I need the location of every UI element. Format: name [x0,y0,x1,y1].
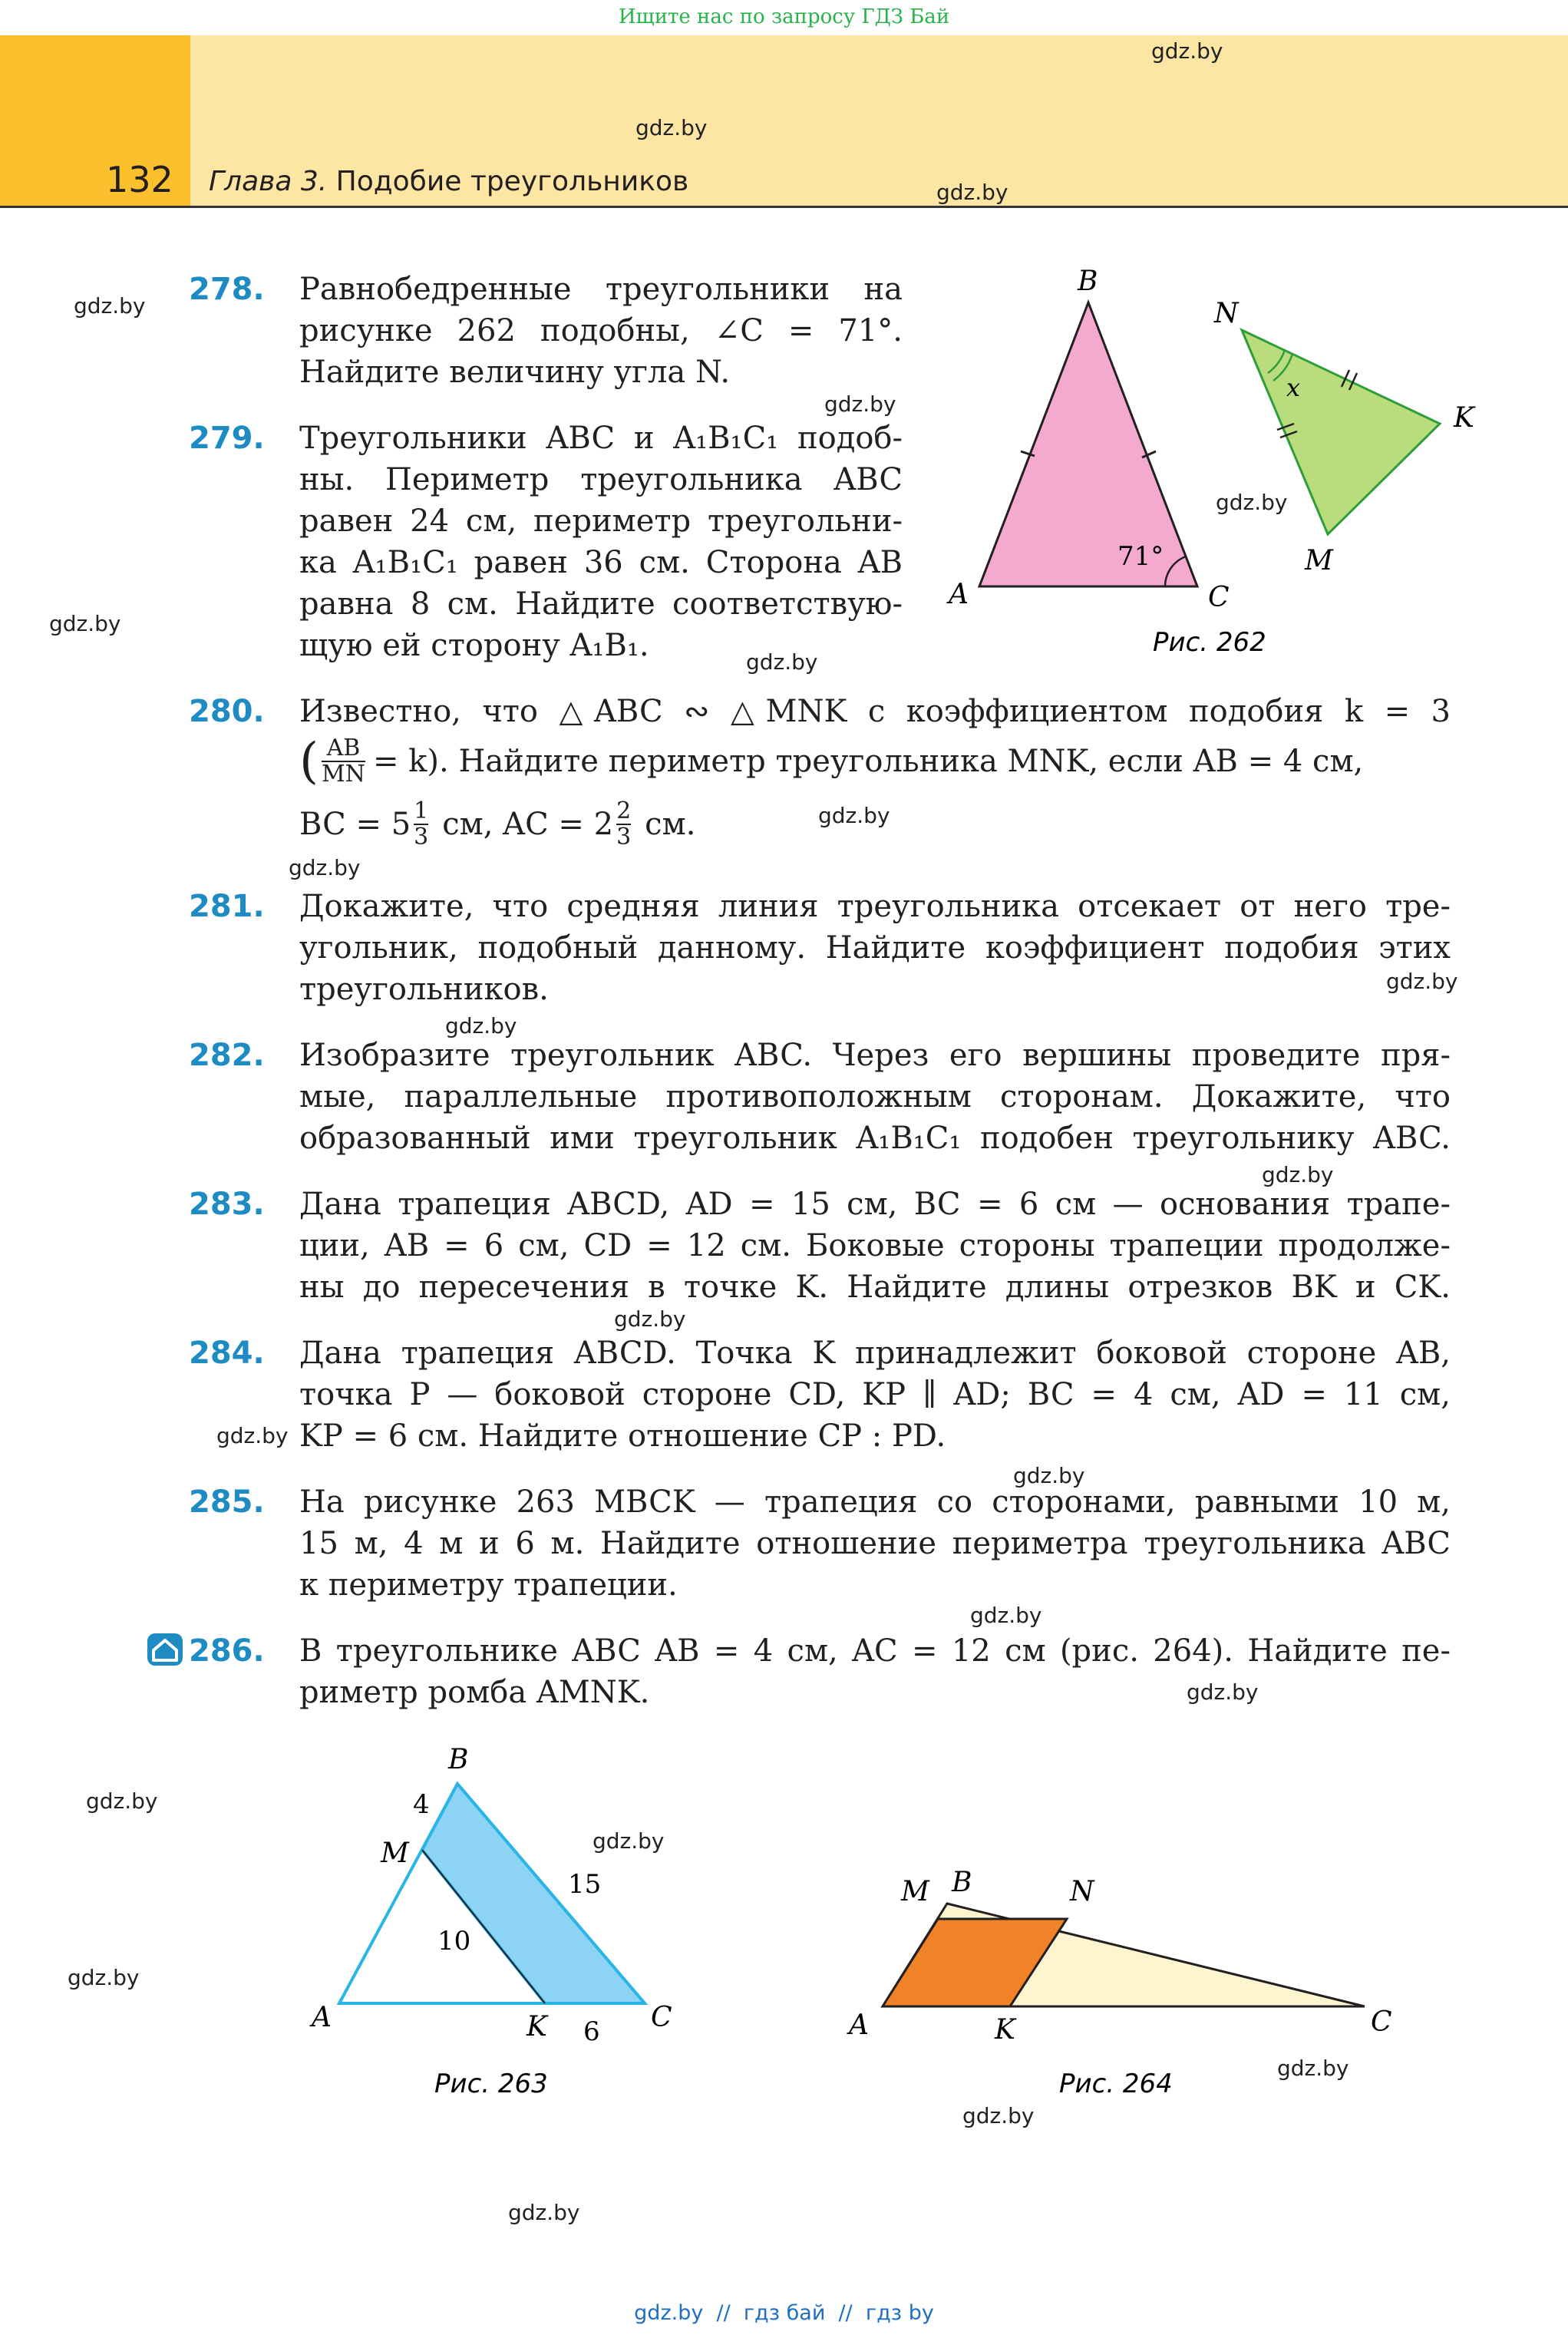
vertex-label-m: M [901,1876,929,1907]
side-label: 6 [583,2016,600,2047]
watermark: gdz.by [216,1423,289,1448]
watermark: gdz.by [1013,1463,1085,1488]
problem-line: треугольников. [299,972,549,1007]
watermark: gdz.by [1386,969,1458,994]
paren: ( [299,733,319,790]
watermark: gdz.by [1187,1679,1259,1705]
problem-number: 278. [189,272,265,307]
watermark: gdz.by [1216,490,1288,515]
vertex-label-b: B [952,1867,972,1898]
vertex-label-m: M [381,1838,409,1869]
figure-263 [292,1735,721,2103]
problem-line: образованный ими треугольник A₁B₁C₁ подобен треугольнику ABC. [299,1121,1451,1156]
watermark: gdz.by [746,649,818,675]
side-label: 15 [568,1869,602,1900]
problem-278 [299,269,903,393]
problem-line: щую ей сторону A₁B₁. [299,628,649,663]
problem-number: 284. [189,1336,265,1371]
problem-line-mixed [299,791,1451,858]
watermark: gdz.by [614,1306,686,1332]
watermark: gdz.by [445,1013,517,1039]
figure-caption: Рис. 262 [1153,627,1266,658]
problem-286 [299,1630,1451,1713]
triangle-mnk [1242,330,1440,534]
angle-label: 71° [1117,541,1164,572]
problem-number: 279. [189,421,265,456]
problem-283 [299,1184,1451,1308]
problem-text: см, AC = 2 [442,807,614,842]
triangle-abc [979,302,1197,586]
problem-line: к периметру трапеции. [299,1567,678,1603]
problem-line: равна 8 см. Найдите соответствую- [299,586,903,622]
watermark: gdz.by [818,803,890,828]
problem-line: рисунке 262 подобны, ∠C = 71°. [299,313,903,348]
problem-line: = k). Найдите периметр треугольника MNK, если AB = 4 см, [372,744,1364,779]
problem-line: Известно, что △ABC ∾ △MNK с коэффициентом подобия k = 3 [299,694,1451,729]
problem-280 [299,691,1451,858]
watermark: gdz.by [962,2103,1035,2128]
home-icon [146,1632,184,1667]
problem-line: Дана трапеция ABCD, AD = 15 см, BC = 6 см — основания трапе- [299,1187,1451,1222]
vertex-label-c: C [1208,582,1230,613]
problem-281 [299,886,1451,1010]
fraction-den: MN [321,761,365,788]
vertex-label-n: N [1214,298,1239,329]
figure-caption: Рис. 264 [1059,2069,1173,2099]
fraction [322,736,365,787]
angle-label-x: x [1286,373,1301,402]
problem-line: На рисунке 263 MBCK — трапеция со сторонами, равными 10 м, [299,1484,1451,1520]
figure-264 [837,1819,1420,2111]
fraction-den: 3 [616,824,632,850]
problem-line: Изобразите треугольник ABC. Через его вершины проведите пря- [299,1038,1451,1073]
vertex-label-b: B [448,1744,469,1775]
problem-line: Треугольники ABC и A₁B₁C₁ подоб- [299,421,903,456]
problem-line: риметр ромба AMNK. [299,1675,650,1710]
problem-285 [299,1481,1451,1606]
watermark: gdz.by [289,855,361,880]
watermark: gdz.by [508,2200,580,2225]
vertex-label-k: K [527,2011,547,2042]
side-label: 10 [437,1926,471,1957]
figure-caption: Рис. 263 [434,2069,548,2099]
fraction [414,799,428,850]
watermark: gdz.by [1262,1162,1334,1187]
vertex-label-k: K [1454,402,1474,434]
chapter-prefix: Глава 3. [209,166,328,197]
fraction [616,799,631,850]
problem-line: Равнобедренные треугольники на [299,272,903,307]
header-rule [0,206,1568,208]
vertex-label-n: N [1070,1876,1094,1907]
fraction-num: 1 [414,797,429,824]
watermark: gdz.by [824,391,896,417]
chapter-title: Подобие треугольников [335,166,689,197]
problem-line: ка A₁B₁C₁ равен 36 см. Сторона AB [299,545,903,580]
fraction-den: 3 [414,824,429,850]
problem-number: 285. [189,1484,265,1520]
watermark: gdz.by [593,1828,665,1854]
watermark: gdz.by [86,1788,158,1814]
problem-line: угольник, подобный данному. Найдите коэффициент подобия этих [299,930,1451,966]
watermark: gdz.by [74,293,146,319]
problem-number: 280. [189,694,265,729]
watermark: gdz.by [936,180,1008,205]
problem-line: Дана трапеция ABCD. Точка K принадлежит боковой стороне AB, [299,1336,1451,1371]
problem-line: равен 24 см, периметр треугольни- [299,504,903,539]
problem-line: точка P — боковой стороне CD, KP ∥ AD; BC = 4 см, AD = 11 см, [299,1377,1451,1412]
problem-284 [299,1332,1451,1457]
problem-line: В треугольнике ABC AB = 4 см, AC = 12 см (рис. 264). Найдите пе- [299,1633,1451,1669]
watermark: gdz.by [1277,2056,1349,2081]
footer-links[interactable]: gdz.by // гдз бай // гдз by [634,2301,934,2325]
fraction-num: AB [326,735,361,761]
problem-number: 281. [189,889,265,924]
problem-text: см. [645,807,696,842]
problem-line: мые, параллельные противоположным сторонам. Докажите, что [299,1079,1451,1115]
vertex-label-a: A [949,579,969,610]
problem-line: ции, AB = 6 см, CD = 12 см. Боковые стороны трапеции продолже- [299,1228,1451,1263]
page-number: 132 [106,159,173,200]
vertex-label-c: C [1371,2006,1392,2038]
problem-279 [299,418,903,666]
fraction-num: 2 [616,797,632,824]
watermark: gdz.by [1151,38,1223,64]
figure-262 [921,253,1504,668]
problem-text: BC = 5 [299,807,411,842]
problem-number: 282. [189,1038,265,1073]
vertex-label-m: M [1305,545,1333,576]
problem-line: ны до пересечения в точке K. Найдите длины отрезков BK и CK. [299,1270,1451,1305]
top-banner[interactable]: Ищите нас по запросу ГДЗ Бай [618,5,950,28]
vertex-label-b: B [1078,266,1098,297]
side-label: 4 [413,1789,430,1820]
watermark: gdz.by [635,115,708,140]
vertex-label-k: K [995,2014,1015,2046]
watermark: gdz.by [68,1965,140,1990]
problem-line: ны. Периметр треугольника ABC [299,462,903,497]
problem-line: 15 м, 4 м и 6 м. Найдите отношение периметра треугольника ABC [299,1526,1451,1561]
vertex-label-c: C [651,2002,672,2033]
problem-line: Найдите величину угла N. [299,355,731,390]
chapter-heading [209,163,688,201]
problem-line: KP = 6 см. Найдите отношение CP : PD. [299,1418,946,1454]
vertex-label-a: A [312,2002,332,2033]
watermark: gdz.by [49,611,121,636]
problem-number: 286. [189,1633,265,1669]
problem-line-fraction [299,732,1451,791]
problem-number: 283. [189,1187,265,1222]
watermark: gdz.by [970,1603,1042,1628]
problem-282 [299,1035,1451,1159]
problem-line: Докажите, что средняя линия треугольника отсекает от него тре- [299,889,1451,924]
vertex-label-a: A [849,2009,869,2041]
